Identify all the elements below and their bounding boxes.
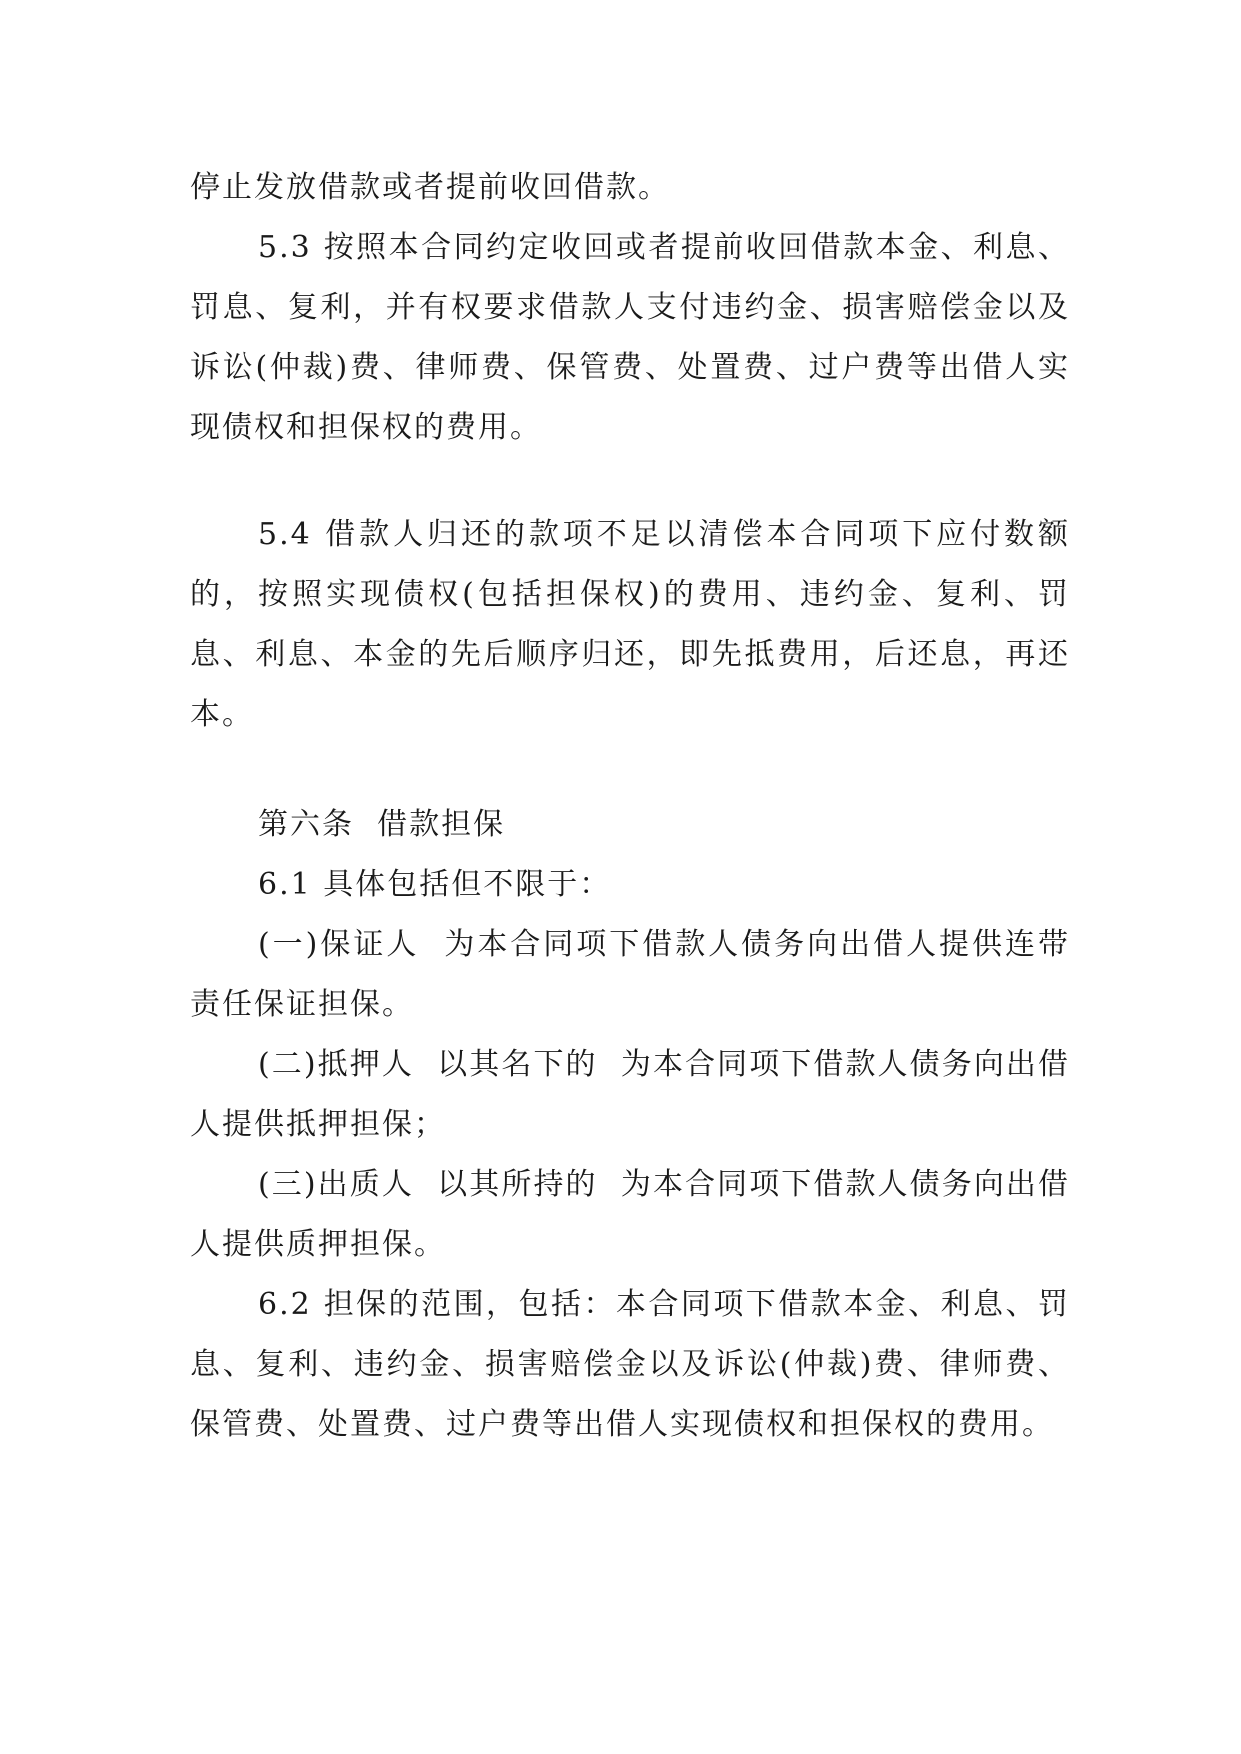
paragraph-mortgagor (190, 1035, 1070, 1155)
paragraph-stop-lending (190, 158, 1070, 218)
paragraph-pledgor (190, 1155, 1070, 1275)
paragraph-clause-5-4 (190, 505, 1070, 745)
paragraph-clause-6-2 (190, 1275, 1070, 1455)
heading-text: 第六条 借款担保 (258, 807, 506, 842)
paragraph-text: 6.1 具体包括但不限于： (258, 867, 612, 902)
paragraph-text: 停止发放借款或者提前收回借款。 (190, 170, 670, 205)
paragraph-guarantor (190, 915, 1070, 1035)
paragraph-text: (三)出质人 以其所持的 为本合同项下借款人债务向出借人提供质押担保。 (190, 1167, 1070, 1262)
paragraph-clause-6-1 (190, 855, 1070, 915)
paragraph-text: 5.3 按照本合同约定收回或者提前收回借款本金、利息、罚息、复利，并有权要求借款人支付违约金、损害赔偿金以及诉讼(仲裁)费、律师费、保管费、处置费、过户费等出借人实现债权和担保权的费用。 (190, 230, 1070, 445)
paragraph-clause-5-3 (190, 218, 1070, 458)
paragraph-text: 5.4 借款人归还的款项不足以清偿本合同项下应付数额的，按照实现债权(包括担保权)的费用、违约金、复利、罚息、利息、本金的先后顺序归还，即先抵费用，后还息，再还本。 (190, 517, 1070, 732)
paragraph-text: (二)抵押人 以其名下的 为本合同项下借款人债务向出借人提供抵押担保； (190, 1047, 1070, 1142)
article-six-heading (190, 795, 1070, 855)
paragraph-text: (一)保证人 为本合同项下借款人债务向出借人提供连带责任保证担保。 (190, 927, 1070, 1022)
paragraph-text: 6.2 担保的范围，包括：本合同项下借款本金、利息、罚息、复利、违约金、损害赔偿金以及诉讼(仲裁)费、律师费、保管费、处置费、过户费等出借人实现债权和担保权的费用。 (190, 1287, 1070, 1442)
